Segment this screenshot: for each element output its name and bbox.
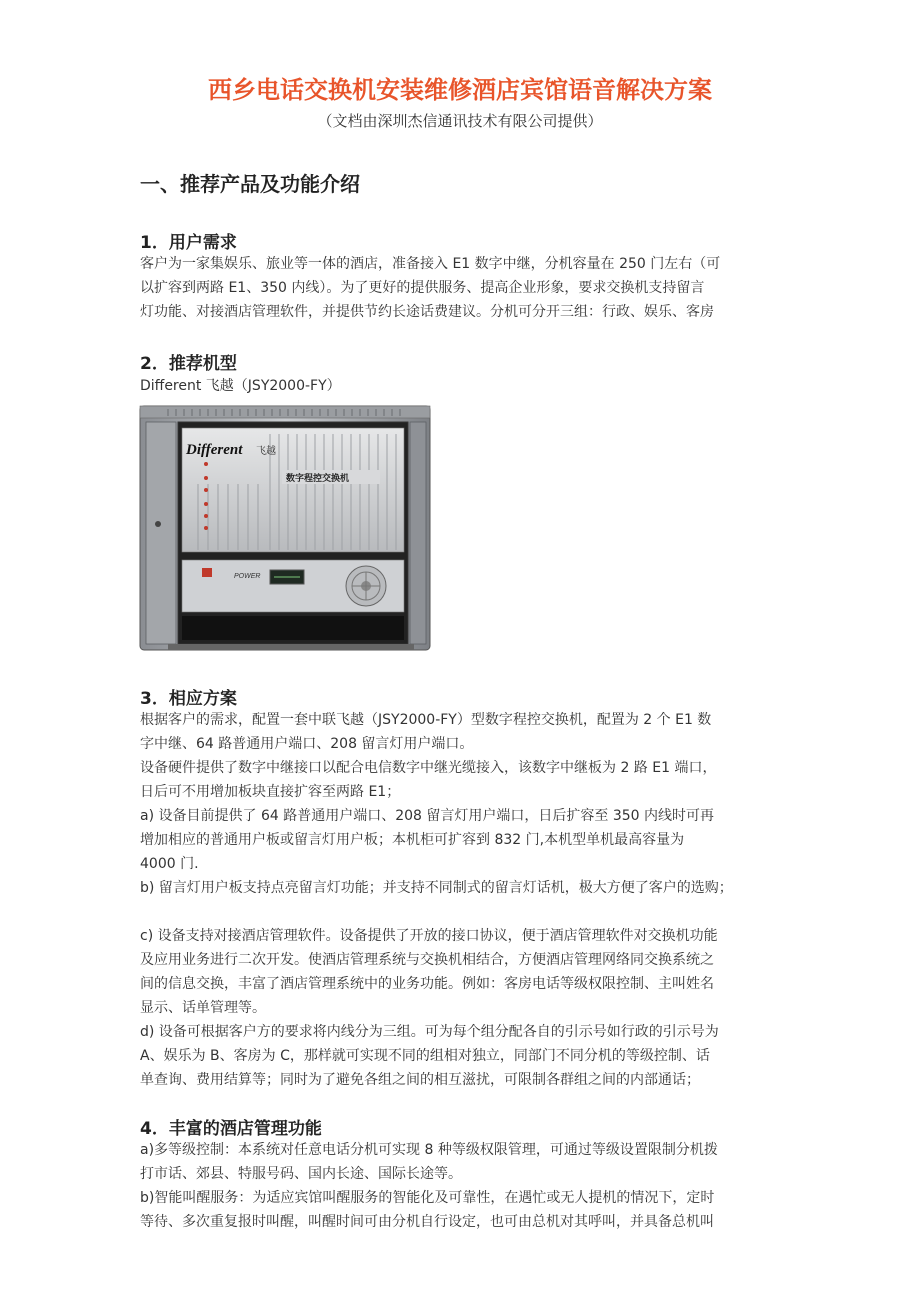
pbx-cabinet-image <box>138 404 432 652</box>
text-line: 灯功能、对接酒店管理软件，并提供节约长途话费建议。分机可分开三组：行政、娱乐、客房 <box>140 304 714 320</box>
user-needs-text <box>140 252 800 324</box>
text-line: 打市话、郊县、特服号码、国内长途、国际长途等。 <box>140 1166 462 1182</box>
text-line: b) 留言灯用户板支持点亮留言灯功能；并支持不同制式的留言灯话机，极大方便了客户的选购； <box>140 880 733 896</box>
text-line: a) 设备目前提供了 64 路普通用户端口、208 留言灯用户端口，日后扩容至 350 内线时可再 <box>140 808 714 824</box>
text-line: a)多等级控制：本系统对任意电话分机可实现 8 种等级权限管理，可通过等级设置限制分机拨 <box>140 1142 718 1158</box>
text-line: 以扩容到两路 E1、350 内线）。为了更好的提供服务、提高企业形象，要求交换机支持留言 <box>140 280 705 296</box>
recommended-model-heading: 2．推荐机型 <box>140 354 237 374</box>
text-line: 等待、多次重复报时叫醒，叫醒时间可由分机自行设定，也可由总机对其呼叫，并具备总机叫 <box>140 1214 714 1230</box>
text-line: 间的信息交换，丰富了酒店管理系统中的业务功能。例如：客房电话等级权限控制、主叫姓名 <box>140 976 714 992</box>
hotel-functions-heading: 4．丰富的酒店管理功能 <box>140 1119 322 1139</box>
text-line: 显示、话单管理等。 <box>140 1000 266 1016</box>
panel-label: 数字程控交换机 <box>286 474 350 484</box>
solution-text <box>140 708 800 1092</box>
document-subtitle: （文档由深圳杰信通讯技术有限公司提供） <box>317 112 603 130</box>
text-line: 设备硬件提供了数字中继接口以配合电信数字中继光缆接入，该数字中继板为 2 路 E1 端口， <box>140 760 717 776</box>
model-name: Different 飞越（JSY2000-FY） <box>140 378 341 394</box>
text-line: A、娱乐为 B、客房为 C，那样就可实现不同的组相对独立，同部门不同分机的等级控制、话 <box>140 1048 710 1064</box>
document-title: 西乡电话交换机安装维修酒店宾馆语音解决方案 <box>208 76 712 104</box>
solution-heading: 3．相应方案 <box>140 689 237 709</box>
text-line: d) 设备可根据客户方的要求将内线分为三组。可为每个组分配各自的引示号如行政的引示号为 <box>140 1024 719 1040</box>
section-heading: 一、推荐产品及功能介绍 <box>140 172 360 196</box>
user-needs-heading: 1．用户需求 <box>140 233 237 253</box>
text-line: 日后可不用增加板块直接扩容至两路 E1； <box>140 784 401 800</box>
psu-label: POWER <box>234 573 261 580</box>
text-line: 客户为一家集娱乐、旅业等一体的酒店，准备接入 E1 数字中继，分机容量在 250 门左右（可 <box>140 256 721 272</box>
text-line: 字中继、64 路普通用户端口、208 留言灯用户端口。 <box>140 736 474 752</box>
text-line: c) 设备支持对接酒店管理软件。设备提供了开放的接口协议，便于酒店管理软件对交换机功能 <box>140 928 718 944</box>
blank-line <box>140 900 800 924</box>
hotel-functions-text <box>140 1138 800 1234</box>
text-line: 根据客户的需求，配置一套中联飞越（JSY2000-FY）型数字程控交换机，配置为 2 个 E1 数 <box>140 712 712 728</box>
brand-label: Different <box>186 442 243 458</box>
brand-cn-label: 飞越 <box>256 446 276 457</box>
text-line: b)智能叫醒服务：为适应宾馆叫醒服务的智能化及可靠性，在遇忙或无人提机的情况下，定时 <box>140 1190 715 1206</box>
text-line: 及应用业务进行二次开发。使酒店管理系统与交换机相结合，方便酒店管理网络同交换系统之 <box>140 952 714 968</box>
text-line: 单查询、费用结算等；同时为了避免各组之间的相互滋扰，可限制各群组之间的内部通话； <box>140 1072 700 1088</box>
text-line: 增加相应的普通用户板或留言灯用户板；本机柜可扩容到 832 门,本机型单机最高容量为 <box>140 832 685 848</box>
text-line: 4000 门. <box>140 856 199 872</box>
